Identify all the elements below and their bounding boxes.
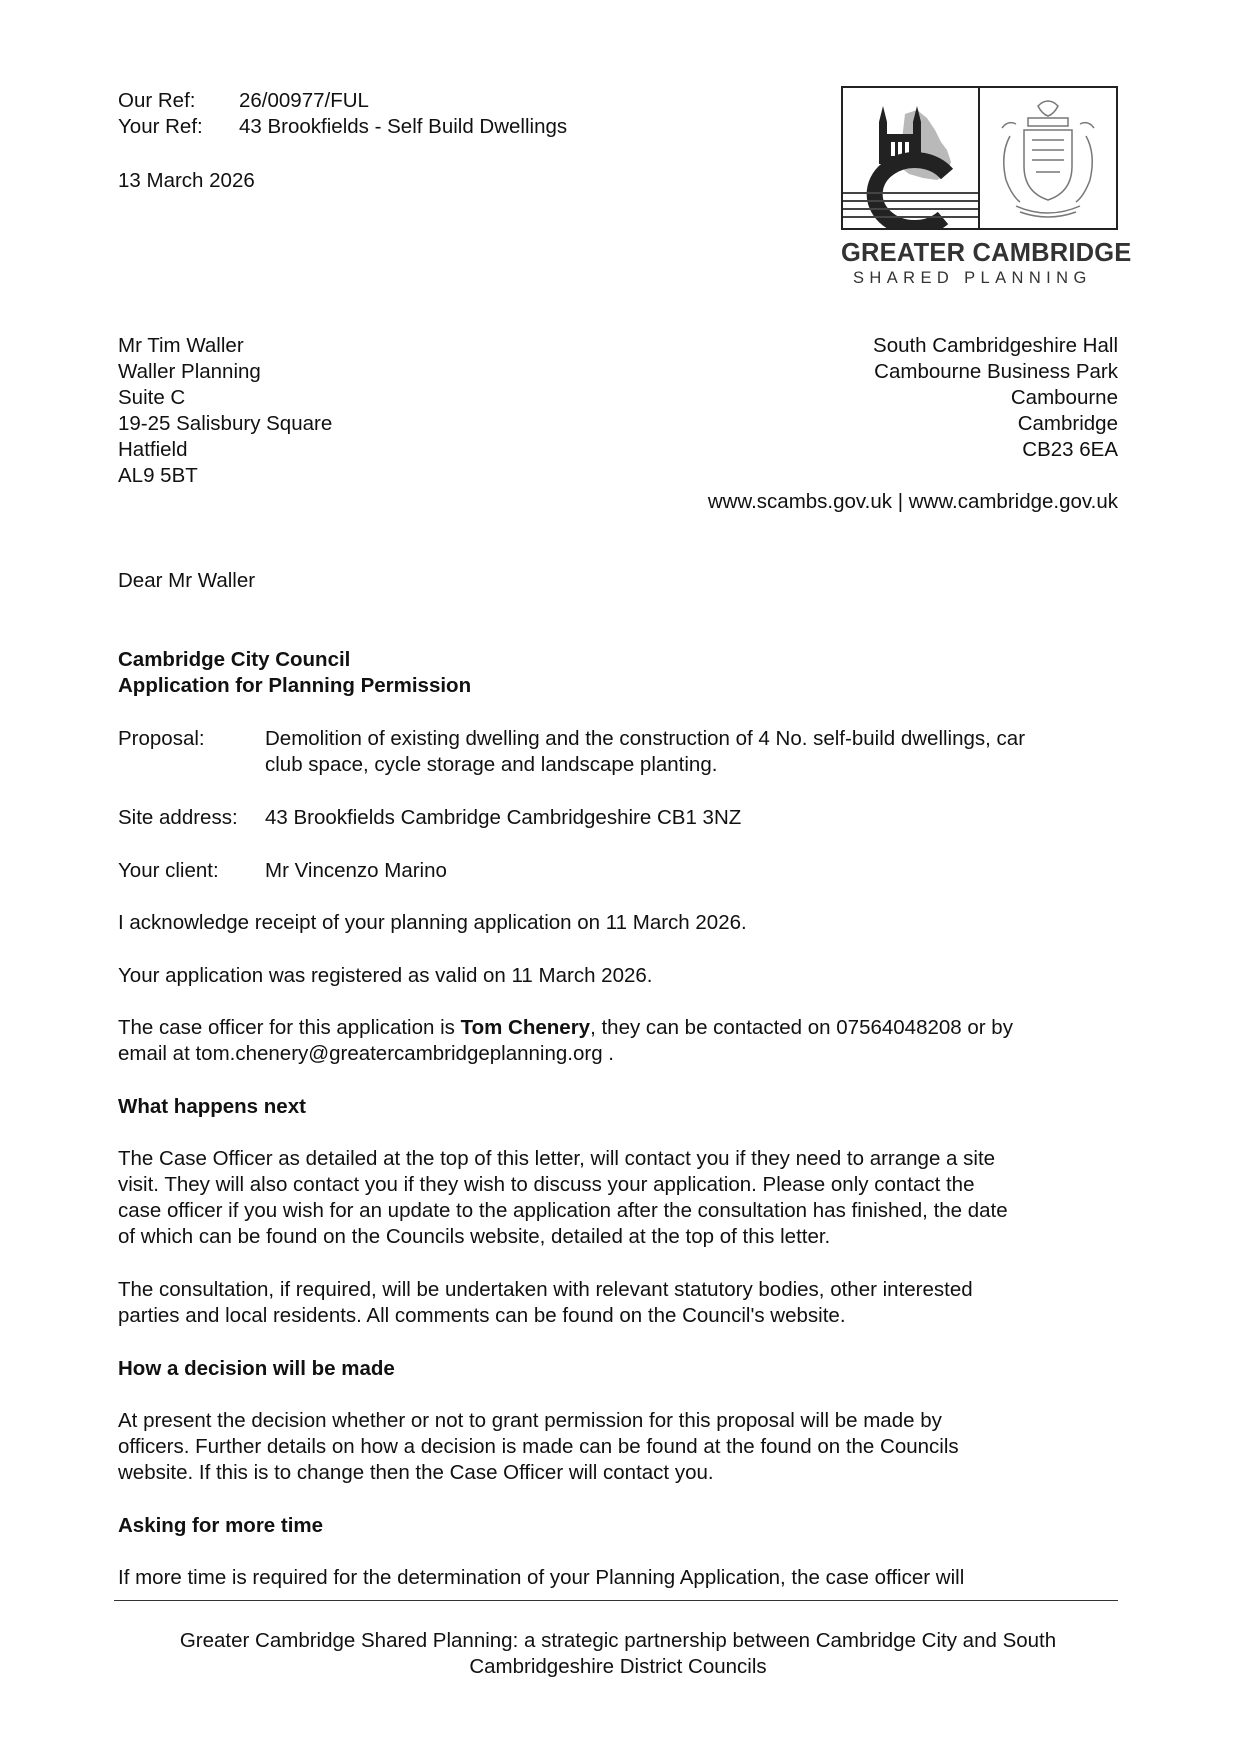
more-time-heading: Asking for more time <box>118 1514 324 1537</box>
your-ref-row <box>118 114 567 140</box>
chapel-c-emblem-icon <box>843 88 978 228</box>
our-ref-value: 26/00977/FUL <box>239 89 369 112</box>
decision-paragraph <box>118 1408 1128 1486</box>
consultation-paragraph <box>118 1277 1128 1329</box>
paragraph-line: The Case Officer as detailed at the top of this letter, will contact you if they need to arrange a site <box>118 1147 996 1170</box>
recipient-line: Suite C <box>118 386 186 409</box>
client-label: Your client: <box>118 859 219 882</box>
footer-line: Cambridgeshire District Councils <box>469 1655 767 1678</box>
recipient-address <box>118 333 332 489</box>
references-block <box>118 88 567 140</box>
subject-council: Cambridge City Council <box>118 648 351 671</box>
what-happens-next-heading: What happens next <box>118 1095 306 1118</box>
site-address-value: 43 Brookfields Cambridge Cambridgeshire CB1 3NZ <box>265 806 742 829</box>
footer-line: Greater Cambridge Shared Planning: a strategic partnership between Cambridge City and South <box>179 1629 1057 1652</box>
proposal-row <box>118 726 1025 778</box>
registered-text: Your application was registered as valid on 11 March 2026. <box>118 964 653 987</box>
council-websites: www.scambs.gov.uk | www.cambridge.gov.uk <box>707 490 1118 513</box>
sender-line: Cambridge <box>1017 412 1118 435</box>
site-address-label: Site address: <box>118 806 238 829</box>
paragraph-line: parties and local residents. All comments can be found on the Council's website. <box>118 1304 846 1327</box>
what-happens-next-paragraph <box>118 1146 1128 1250</box>
heraldic-crest-icon <box>980 88 1116 228</box>
your-ref-value: 43 Brookfields - Self Build Dwellings <box>239 115 568 138</box>
paragraph-line: visit. They will also contact you if they wish to discuss your application. Please only contact the <box>118 1173 975 1196</box>
proposal-label: Proposal: <box>118 727 205 750</box>
decision-heading: How a decision will be made <box>118 1357 395 1380</box>
recipient-line: Waller Planning <box>118 360 261 383</box>
paragraph-line: website. If this is to change then the Case Officer will contact you. <box>118 1461 714 1484</box>
letter-date: 13 March 2026 <box>118 169 255 192</box>
more-time-paragraph <box>118 1565 1128 1591</box>
coat-of-arms-icon <box>980 88 1116 228</box>
salutation: Dear Mr Waller <box>118 569 256 592</box>
case-officer-contact: , they can be contacted on 07564048208 or by <box>590 1016 1013 1039</box>
sender-line: Cambourne Business Park <box>874 360 1118 383</box>
paragraph-line: At present the decision whether or not to grant permission for this proposal will be made by <box>118 1409 942 1432</box>
case-officer-email: email at tom.chenery@greatercambridgeplanning.org . <box>118 1042 614 1065</box>
letter-subject <box>118 647 471 699</box>
logo-subtitle: SHARED PLANNING <box>853 269 1092 287</box>
paragraph-line: case officer if you wish for an update to the application after the consultation has finished, the date <box>118 1199 1008 1222</box>
paragraph-line: of which can be found on the Councils website, detailed at the top of this letter. <box>118 1225 831 1248</box>
our-ref-label: Our Ref: <box>118 89 196 112</box>
paragraph-line: If more time is required for the determination of your Planning Application, the case officer will <box>118 1566 965 1589</box>
paragraph-line: The consultation, if required, will be undertaken with relevant statutory bodies, other interested <box>118 1278 973 1301</box>
client-value: Mr Vincenzo Marino <box>265 859 447 882</box>
client-row <box>118 858 447 884</box>
case-officer-name: Tom Chenery <box>460 1016 591 1039</box>
proposal-value <box>265 726 1025 778</box>
your-ref-label: Your Ref: <box>118 115 203 138</box>
greater-cambridge-logo <box>841 86 1132 288</box>
case-officer-paragraph <box>118 1015 1128 1067</box>
footer-divider <box>114 1600 1118 1601</box>
our-ref-row <box>118 88 567 114</box>
sender-line: Cambourne <box>1010 386 1118 409</box>
acknowledge-text: I acknowledge receipt of your planning application on 11 March 2026. <box>118 911 747 934</box>
logo-title: GREATER CAMBRIDGE <box>841 239 1132 267</box>
recipient-line: AL9 5BT <box>118 464 198 487</box>
recipient-line: Mr Tim Waller <box>118 334 244 357</box>
logo-emblem-box <box>841 86 1118 230</box>
site-address-row <box>118 805 741 831</box>
proposal-line: club space, cycle storage and landscape planting. <box>265 753 718 776</box>
paragraph-line: officers. Further details on how a decision is made can be found at the found on the Councils <box>118 1435 959 1458</box>
page-footer <box>118 1628 1118 1680</box>
proposal-line: Demolition of existing dwelling and the construction of 4 No. self-build dwellings, car <box>265 727 1026 750</box>
subject-application-type: Application for Planning Permission <box>118 674 472 697</box>
recipient-line: Hatfield <box>118 438 188 461</box>
sender-line: South Cambridgeshire Hall <box>873 334 1118 357</box>
sender-line: CB23 6EA <box>1022 438 1118 461</box>
college-chapel-emblem-icon <box>843 88 980 228</box>
case-officer-prefix: The case officer for this application is <box>118 1016 461 1039</box>
recipient-line: 19-25 Salisbury Square <box>118 412 333 435</box>
sender-address <box>873 333 1118 463</box>
